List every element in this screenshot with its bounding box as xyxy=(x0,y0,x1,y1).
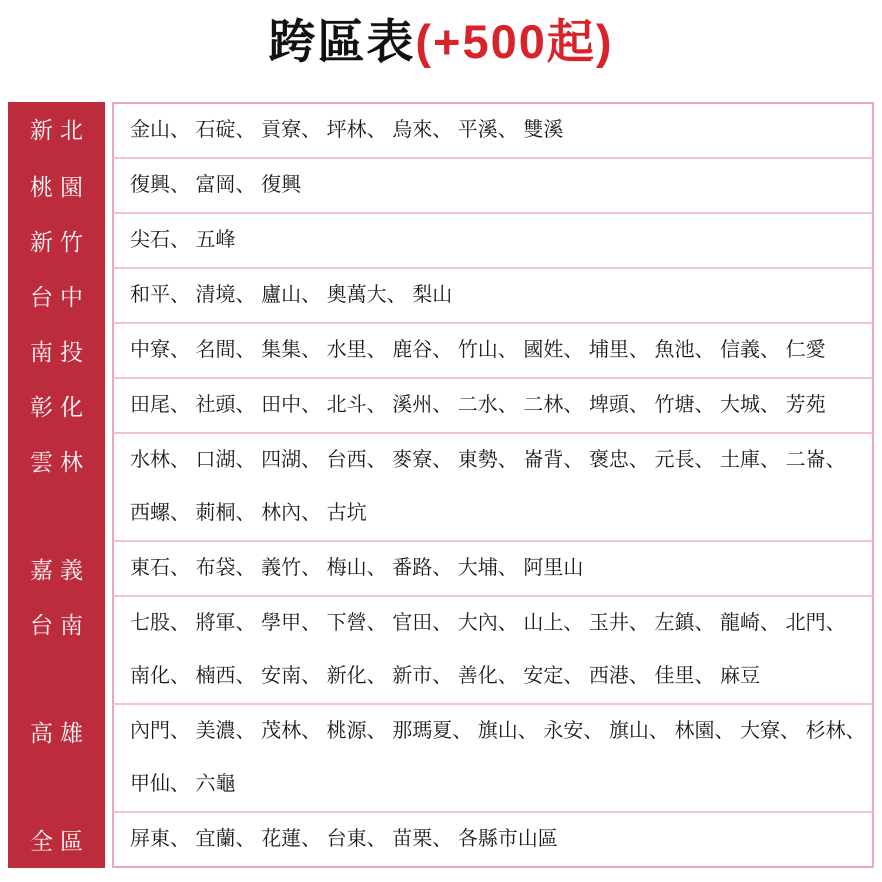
district-line: 金山、 石碇、 貢寮、 坪林、 烏來、 平溪、 雙溪 xyxy=(130,119,564,141)
column-gap xyxy=(105,324,112,379)
district-line: 甲仙、 六龜 xyxy=(130,773,236,795)
district-list-cell xyxy=(112,597,874,705)
region-label-cell xyxy=(8,269,105,324)
region-label-cell xyxy=(8,159,105,214)
district-list-cell xyxy=(112,102,874,159)
district-list-cell xyxy=(112,159,874,214)
region-label-cell xyxy=(8,813,105,868)
column-gap xyxy=(105,214,112,269)
district-line: 尖石、 五峰 xyxy=(130,229,236,251)
column-gap xyxy=(105,102,112,159)
region-label-cell xyxy=(8,434,105,542)
region-label: 高雄 xyxy=(30,720,90,746)
column-gap xyxy=(105,434,112,542)
district-list-cell xyxy=(112,813,874,868)
column-gap xyxy=(105,269,112,324)
region-label-cell xyxy=(8,379,105,434)
district-line: 南化、 楠西、 安南、 新化、 新市、 善化、 安定、 西港、 佳里、 麻豆 xyxy=(130,665,761,687)
region-label: 新北 xyxy=(30,117,90,143)
region-label-cell xyxy=(8,214,105,269)
region-label-cell xyxy=(8,705,105,813)
district-line: 七股、 將軍、 學甲、 下營、 官田、 大內、 山上、 玉井、 左鎮、 龍崎、 北門、 xyxy=(130,612,846,634)
title-main: 跨區表 xyxy=(268,15,416,68)
district-line: 水林、 口湖、 四湖、 台西、 麥寮、 東勢、 崙背、 褒忠、 元長、 土庫、 二崙、 xyxy=(130,449,846,471)
region-label: 南投 xyxy=(30,339,90,365)
region-label: 全區 xyxy=(30,828,90,854)
district-line: 屏東、 宜蘭、 花蓮、 台東、 苗栗、 各縣市山區 xyxy=(130,828,558,850)
title-suffix: (+500起) xyxy=(415,15,614,68)
region-label: 台南 xyxy=(30,612,90,638)
region-label-cell xyxy=(8,542,105,597)
region-label: 台中 xyxy=(30,284,90,310)
region-label: 彰化 xyxy=(30,394,90,420)
column-gap xyxy=(105,379,112,434)
region-label: 嘉義 xyxy=(30,557,90,583)
district-list-cell xyxy=(112,214,874,269)
district-line: 和平、 清境、 廬山、 奧萬大、 梨山 xyxy=(130,284,453,306)
district-line: 內門、 美濃、 茂林、 桃源、 那瑪夏、 旗山、 永安、 旗山、 林園、 大寮、 杉林、 xyxy=(130,720,866,742)
page-title xyxy=(0,0,882,73)
region-label-cell xyxy=(8,102,105,159)
district-line: 復興、 富岡、 復興 xyxy=(130,174,302,196)
region-label: 雲林 xyxy=(30,449,90,475)
column-gap xyxy=(105,159,112,214)
region-label: 新竹 xyxy=(30,229,90,255)
column-gap xyxy=(105,705,112,813)
region-label: 桃園 xyxy=(30,174,90,200)
column-gap xyxy=(105,597,112,705)
region-label-cell xyxy=(8,597,105,705)
district-list-cell xyxy=(112,379,874,434)
district-list-cell xyxy=(112,542,874,597)
cross-region-table xyxy=(8,102,874,868)
district-list-cell xyxy=(112,705,874,813)
region-label-cell xyxy=(8,324,105,379)
district-line: 西螺、 莿桐、 林內、 古坑 xyxy=(130,502,367,524)
district-line: 中寮、 名間、 集集、 水里、 鹿谷、 竹山、 國姓、 埔里、 魚池、 信義、 仁愛 xyxy=(130,339,826,361)
column-gap xyxy=(105,813,112,868)
district-list-cell xyxy=(112,324,874,379)
district-list-cell xyxy=(112,269,874,324)
column-gap xyxy=(105,542,112,597)
district-line: 東石、 布袋、 義竹、 梅山、 番路、 大埔、 阿里山 xyxy=(130,557,584,579)
district-list-cell xyxy=(112,434,874,542)
district-line: 田尾、 社頭、 田中、 北斗、 溪州、 二水、 二林、 埤頭、 竹塘、 大城、 芳苑 xyxy=(130,394,826,416)
